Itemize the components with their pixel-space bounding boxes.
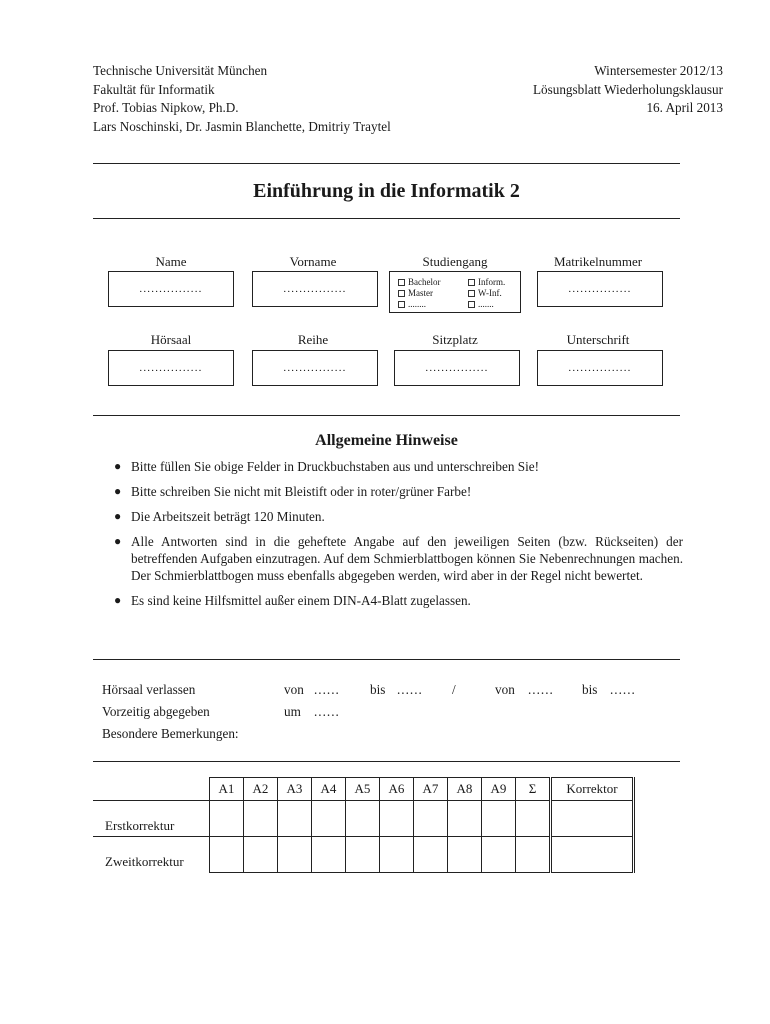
score-cell[interactable] — [244, 801, 278, 837]
score-cell[interactable] — [312, 837, 346, 873]
unterschrift-field[interactable]: ................ — [537, 350, 663, 386]
option-other-left[interactable]: ........ — [398, 299, 426, 310]
bullet-icon: ● — [114, 484, 122, 498]
exam-date: 16. April 2013 — [646, 100, 723, 115]
checkbox-icon — [398, 290, 405, 297]
score-cell[interactable] — [380, 801, 414, 837]
label-sitzplatz: Sitzplatz — [432, 332, 478, 347]
table-header-row — [93, 778, 634, 801]
divider — [93, 218, 680, 219]
divider — [93, 659, 680, 660]
label-vorzeitig: Vorzeitig abgegeben — [102, 704, 210, 719]
col-a7: A7 — [414, 778, 448, 801]
list-item: ● Bitte schreiben Sie nicht mit Bleistift oder in roter/grüner Farbe! — [114, 484, 472, 499]
score-cell[interactable] — [482, 837, 516, 873]
list-item: ● Bitte füllen Sie obige Felder in Druckbuchstaben aus und unterschreiben Sie! — [114, 459, 539, 474]
header-right — [533, 62, 723, 118]
score-cell[interactable] — [414, 837, 448, 873]
col-korrektor: Korrektor — [551, 778, 634, 801]
col-a4: A4 — [312, 778, 346, 801]
semester: Wintersemester 2012/13 — [594, 63, 723, 78]
bis-time-field-2[interactable]: ...... — [610, 682, 636, 697]
slash-separator: / — [452, 682, 456, 697]
divider — [93, 163, 680, 164]
bis-label: bis — [370, 682, 386, 697]
score-table — [93, 777, 635, 873]
checkbox-icon — [468, 290, 475, 297]
table-row — [93, 801, 634, 837]
score-cell[interactable] — [448, 837, 482, 873]
score-cell[interactable] — [278, 837, 312, 873]
row-erstkorrektur: Erstkorrektur — [93, 801, 210, 837]
option-master[interactable]: Master — [398, 288, 433, 299]
score-cell[interactable] — [346, 801, 380, 837]
hints-list — [93, 458, 683, 617]
sitzplatz-field[interactable]: ................ — [394, 350, 520, 386]
label-hoersaal: Hörsaal — [150, 332, 192, 347]
score-cell[interactable] — [312, 801, 346, 837]
list-item: ● Alle Antworten sind in die geheftete Angabe auf den jeweiligen Seiten (bzw. Rückseiten) der betreffenden Aufgaben einzutragen. Auf dem Schmierblattbogen können Sie Nebenrechnungen machen. Der Schmierblattbogen muss ebenfalls abgegeben werden, wird aber in der Regel nicht bewertet. — [114, 534, 683, 583]
score-cell[interactable] — [414, 801, 448, 837]
col-a1: A1 — [210, 778, 244, 801]
label-vorname: Vorname — [289, 254, 337, 269]
bullet-icon: ● — [114, 509, 122, 523]
list-item: ● Es sind keine Hilfsmittel außer einem DIN-A4-Blatt zugelassen. — [114, 593, 471, 608]
um-label: um — [284, 704, 301, 719]
score-cell[interactable] — [210, 801, 244, 837]
von-label: von — [284, 682, 304, 697]
assistants: Lars Noschinski, Dr. Jasmin Blanchette, Dmitriy Traytel — [93, 118, 391, 134]
checkbox-icon — [468, 279, 475, 286]
label-hoersaal-verlassen: Hörsaal verlassen — [102, 682, 196, 697]
label-bemerkungen: Besondere Bemerkungen: — [102, 726, 239, 741]
university: Technische Universität München — [93, 63, 268, 78]
col-a2: A2 — [244, 778, 278, 801]
bullet-icon: ● — [114, 534, 122, 548]
vorname-field[interactable]: ................ — [252, 271, 378, 307]
von-time-field[interactable]: ...... — [314, 682, 340, 697]
studiengang-field[interactable] — [389, 271, 521, 313]
hoersaal-field[interactable]: ................ — [108, 350, 234, 386]
score-cell[interactable] — [346, 837, 380, 873]
score-cell[interactable] — [516, 801, 551, 837]
name-field[interactable]: ................ — [108, 271, 234, 307]
professor: Prof. Tobias Nipkow, Ph.D. — [93, 100, 239, 115]
col-a9: A9 — [482, 778, 516, 801]
um-time-field[interactable]: ...... — [314, 704, 340, 719]
checkbox-icon — [398, 301, 405, 308]
von-time-field-2[interactable]: ...... — [528, 682, 554, 697]
divider — [93, 761, 680, 762]
table-row — [93, 837, 634, 873]
document-title: Einführung in die Informatik 2 — [253, 180, 520, 202]
col-a5: A5 — [346, 778, 380, 801]
option-winf[interactable]: W-Inf. — [468, 288, 502, 299]
divider — [93, 415, 680, 416]
col-sum: Σ — [516, 778, 551, 801]
score-cell[interactable] — [210, 837, 244, 873]
score-cell[interactable] — [244, 837, 278, 873]
col-a3: A3 — [278, 778, 312, 801]
header-blank — [93, 778, 210, 801]
bis-time-field[interactable]: ...... — [397, 682, 423, 697]
von-label: von — [495, 682, 515, 697]
faculty: Fakultät für Informatik — [93, 81, 215, 97]
score-cell[interactable] — [482, 801, 516, 837]
reihe-field[interactable]: ................ — [252, 350, 378, 386]
label-studiengang: Studiengang — [422, 254, 488, 269]
label-matrikelnummer: Matrikelnummer — [553, 254, 643, 269]
option-bachelor[interactable]: Bachelor — [398, 277, 440, 288]
hints-heading: Allgemeine Hinweise — [315, 432, 458, 449]
matrikelnummer-field[interactable]: ................ — [537, 271, 663, 307]
row-zweitkorrektur: Zweitkorrektur — [93, 837, 210, 873]
label-reihe: Reihe — [297, 332, 329, 347]
label-unterschrift: Unterschrift — [566, 332, 630, 347]
option-other-right[interactable]: ....... — [468, 299, 494, 310]
score-cell[interactable] — [380, 837, 414, 873]
bullet-icon: ● — [114, 459, 122, 473]
header-left — [93, 62, 391, 136]
korrektor-cell[interactable] — [551, 837, 634, 873]
bullet-icon: ● — [114, 593, 122, 607]
score-cell[interactable] — [278, 801, 312, 837]
col-a8: A8 — [448, 778, 482, 801]
checkbox-icon — [398, 279, 405, 286]
option-inform[interactable]: Inform. — [468, 277, 505, 288]
checkbox-icon — [468, 301, 475, 308]
score-cell[interactable] — [516, 837, 551, 873]
korrektor-cell[interactable] — [551, 801, 634, 837]
score-cell[interactable] — [448, 801, 482, 837]
label-name: Name — [155, 254, 187, 269]
bis-label: bis — [582, 682, 598, 697]
sheet-type: Lösungsblatt Wiederholungsklausur — [532, 81, 723, 97]
list-item: ● Die Arbeitszeit beträgt 120 Minuten. — [114, 509, 325, 524]
col-a6: A6 — [380, 778, 414, 801]
